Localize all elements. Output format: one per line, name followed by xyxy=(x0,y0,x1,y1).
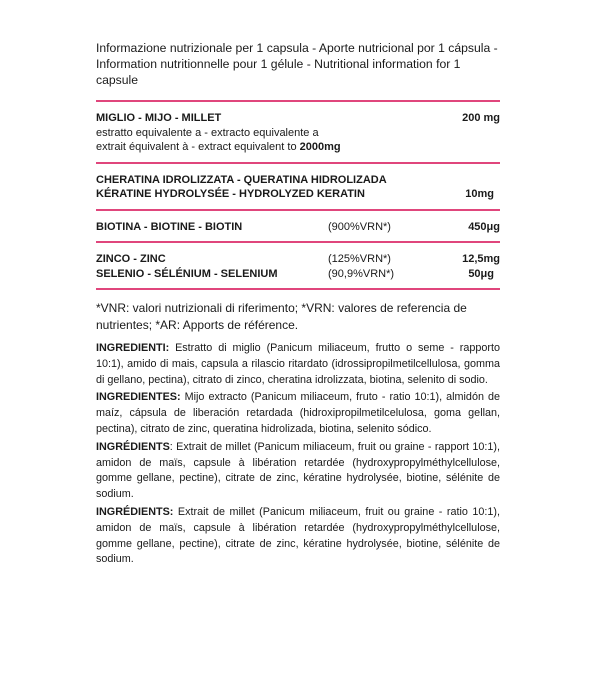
millet-line-3-prefix: extrait équivalent à - extract equivalent to xyxy=(96,141,300,153)
millet-line-3 xyxy=(96,140,500,155)
millet-line-2: estratto equivalente a - extracto equivalente a xyxy=(96,126,319,139)
ingredients-label: INGRÉDIENTS: xyxy=(96,505,174,518)
biotin-name: BIOTINA - BIOTINE - BIOTIN xyxy=(96,220,243,233)
ingredients-label: INGRÉDIENTS xyxy=(96,440,170,453)
biotin-amount: 450μg xyxy=(468,220,500,233)
ingredients-spanish xyxy=(96,390,500,437)
selenium-vrn: (90,9%VRN*) xyxy=(328,267,395,280)
millet-section xyxy=(96,102,500,162)
nutrition-panel xyxy=(96,40,500,570)
zinc-vrn: (125%VRN*) xyxy=(328,253,391,265)
ingredients-text: Mijo extracto (Panicum miliaceum, fruto - ratio 10:1), almidón de maíz, cápsula de liberación retardada (hidroxipropilmetilcelulosa, goma gellan, pectina), citrato de zinc, queratina hidrolizada, biotina, selenito sódico. xyxy=(96,391,500,435)
millet-title: MIGLIO - MIJO - MILLET xyxy=(96,112,222,124)
selenium-name: SELENIO - SÉLÉNIUM - SELENIUM xyxy=(96,267,278,280)
keratin-line-1: CHERATINA IDROLIZZATA - QUERATINA HIDROLIZADA xyxy=(96,173,387,186)
ingredients-label: INGREDIENTI: xyxy=(96,342,170,354)
ingredients-text: Extrait de millet (Panicum miliaceum, fruit ou graine - ratio 10:1), amidon de maïs, capsule à libération retardée (hydroxypropylméthylcellulose, gomme gellane, pectine), citrate de zinc, kératine hydrolysée, biotine, sélénite de sodium. xyxy=(96,505,500,566)
millet-equivalent-amount: 2000mg xyxy=(299,141,341,153)
ingredients-text: : Extrait de millet (Panicum miliaceum, fruit ou graine - rapport 10:1), amidon de maïs, capsule à libération retardée (hydroxypropylméthylcellulose, gomme gellane, pectine), citrate de zinc, kératine hydrolysée, biotine, sélénite de sodium. xyxy=(96,440,500,501)
minerals-section xyxy=(96,243,500,288)
ingredients-block xyxy=(96,341,500,568)
biotin-section xyxy=(96,211,500,242)
ingredients-french-1 xyxy=(96,440,500,503)
ingredients-italian xyxy=(96,341,500,388)
ingredients-text: Estratto di miglio (Panicum miliaceum, frutto o seme - rapporto 10:1), amido di mais, capsula a rilascio ritardato (idrossipropilmetilcellulosa, gomma di gellano, pectina), citrato di zinco, cheratina idrolizzata, biotina, selenito di sodio. xyxy=(96,342,500,386)
divider xyxy=(96,288,500,290)
zinc-amount: 12,5mg xyxy=(462,253,500,265)
zinc-name: ZINCO - ZINC xyxy=(96,253,166,265)
ingredients-french-2 xyxy=(96,505,500,568)
ingredients-label: INGREDIENTES: xyxy=(96,391,181,404)
keratin-amount: 10mg xyxy=(465,188,494,200)
keratin-line-2: KÉRATINE HYDROLYSÉE - HYDROLYZED KERATIN xyxy=(96,188,365,200)
intro-text: Informazione nutrizionale per 1 capsula - Aporte nutricional por 1 cápsula - Information nutritionnelle pour 1 gélule - Nutritional information for 1 capsule xyxy=(96,41,498,87)
biotin-vrn: (900%VRN*) xyxy=(328,220,391,233)
reference-notes: *VNR: valori nutrizionali di riferimento; *VRN: valores de referencia de nutrientes; *AR: Apports de référence. xyxy=(96,301,467,332)
selenium-amount: 50μg xyxy=(468,267,494,280)
millet-amount: 200 mg xyxy=(462,112,500,124)
keratin-section xyxy=(96,164,500,209)
